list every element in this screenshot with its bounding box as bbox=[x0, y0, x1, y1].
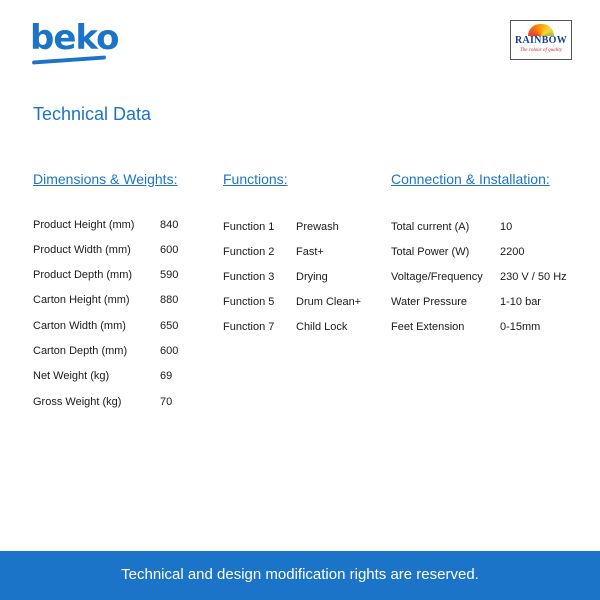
connection-label: Total Power (W) bbox=[391, 246, 470, 258]
connection-label: Voltage/Frequency bbox=[391, 271, 483, 283]
footer-bar bbox=[0, 551, 600, 600]
page-title: Technical Data bbox=[33, 104, 152, 124]
function-label: Function 1 bbox=[223, 221, 275, 233]
connection-heading: Connection & Installation: bbox=[391, 171, 550, 187]
connection-label: Total current (A) bbox=[391, 221, 470, 233]
function-label: Function 2 bbox=[223, 246, 275, 258]
dimension-label: Product Width (mm) bbox=[33, 244, 131, 256]
footer-disclaimer: Technical and design modification rights are reserved. bbox=[121, 566, 479, 583]
function-label: Function 3 bbox=[223, 271, 275, 283]
connection-value: 10 bbox=[500, 221, 513, 233]
dimension-value: 880 bbox=[160, 294, 179, 306]
functions-heading: Functions: bbox=[223, 171, 288, 187]
function-label: Function 7 bbox=[223, 321, 275, 333]
function-value: Drum Clean+ bbox=[296, 296, 362, 308]
function-value: Drying bbox=[296, 271, 328, 283]
dimension-label: Carton Width (mm) bbox=[33, 320, 126, 332]
dimension-value: 69 bbox=[160, 370, 173, 382]
dimension-value: 600 bbox=[160, 345, 179, 357]
dimension-value: 600 bbox=[160, 244, 179, 256]
function-label: Function 5 bbox=[223, 296, 275, 308]
rainbow-logo-name: RAINBOW bbox=[514, 35, 568, 46]
connection-value: 0-15mm bbox=[500, 321, 541, 333]
dimension-label: Gross Weight (kg) bbox=[33, 396, 122, 408]
function-value: Prewash bbox=[296, 221, 339, 233]
connection-label: Water Pressure bbox=[391, 296, 468, 308]
dimension-value: 70 bbox=[160, 396, 173, 408]
rainbow-logo-tagline: The colour of quality bbox=[519, 48, 563, 53]
dimension-label: Net Weight (kg) bbox=[33, 370, 110, 382]
connection-value: 230 V / 50 Hz bbox=[500, 271, 567, 283]
connection-value: 2200 bbox=[500, 246, 525, 258]
dimension-value: 590 bbox=[160, 269, 179, 281]
connection-value: 1-10 bar bbox=[500, 296, 541, 308]
rainbow-logo bbox=[510, 20, 572, 60]
connection-label: Feet Extension bbox=[391, 321, 465, 333]
beko-logo: beko bbox=[30, 18, 119, 58]
dimension-label: Carton Height (mm) bbox=[33, 294, 130, 306]
dimension-label: Carton Depth (mm) bbox=[33, 345, 128, 357]
dimension-value: 840 bbox=[160, 219, 179, 231]
dimensions-heading: Dimensions & Weights: bbox=[33, 171, 178, 187]
function-value: Fast+ bbox=[296, 246, 324, 258]
function-value: Child Lock bbox=[296, 321, 348, 333]
dimension-label: Product Height (mm) bbox=[33, 219, 135, 231]
dimension-value: 650 bbox=[160, 320, 179, 332]
dimension-label: Product Depth (mm) bbox=[33, 269, 133, 281]
